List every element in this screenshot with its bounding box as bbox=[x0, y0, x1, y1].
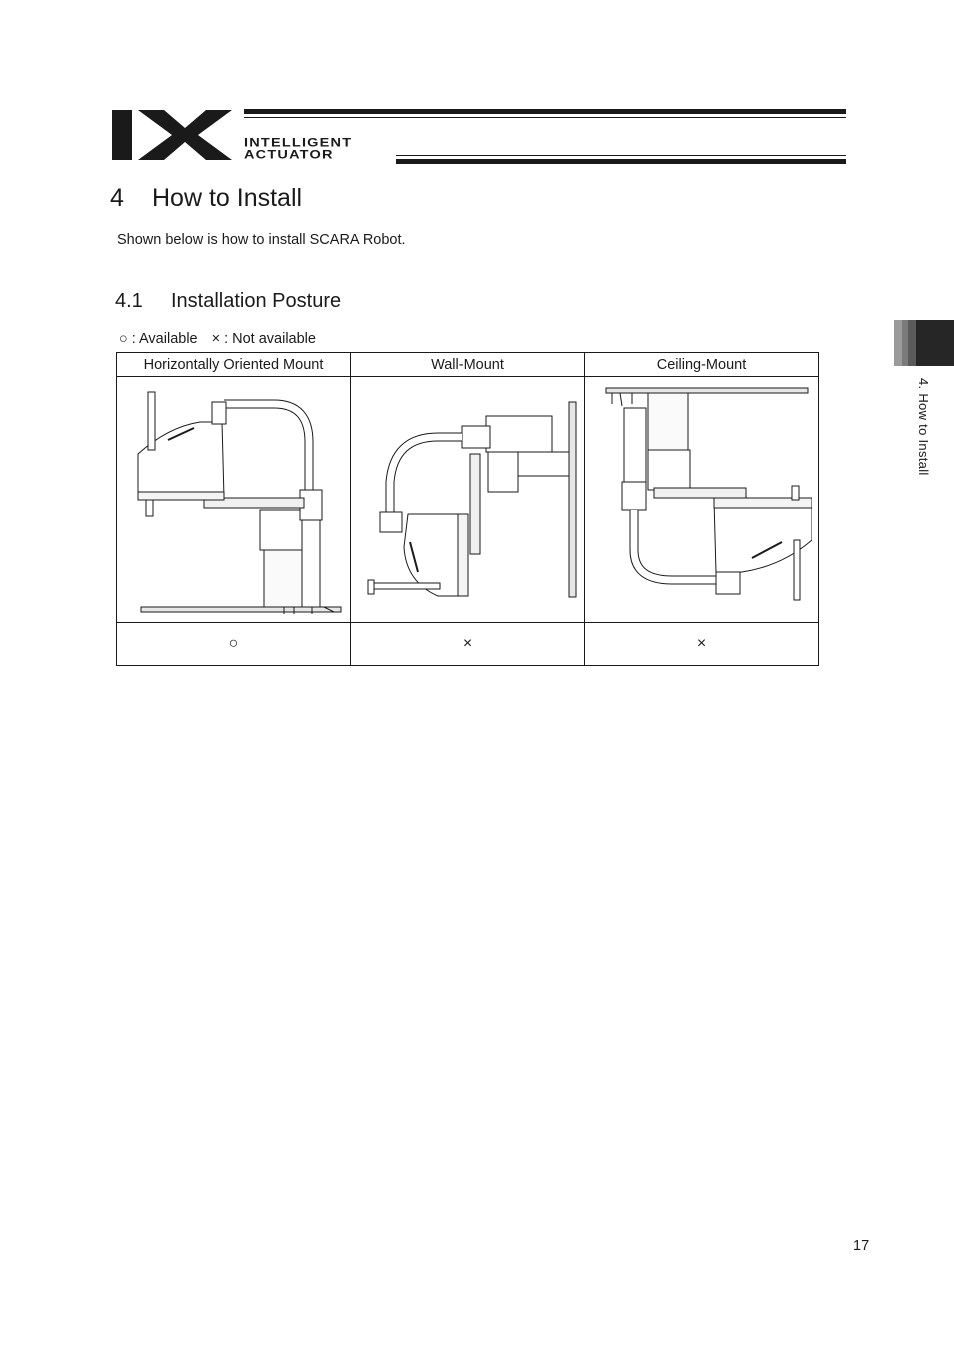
available-label: : Available bbox=[131, 331, 198, 347]
intro-text: Shown below is how to install SCARA Robot. bbox=[117, 232, 406, 248]
header-ceiling-mount: Ceiling-Mount bbox=[585, 353, 819, 377]
wall-mount-illustration bbox=[358, 382, 578, 617]
installation-posture-table bbox=[116, 352, 819, 666]
section-title-text: How to Install bbox=[152, 184, 303, 212]
illustration-row bbox=[117, 377, 819, 623]
availability-row bbox=[117, 623, 819, 666]
subsection-title bbox=[115, 290, 341, 313]
logo-wordmark bbox=[244, 138, 352, 162]
horizontal-mount-illustration bbox=[124, 382, 344, 617]
unavailable-symbol: × bbox=[211, 331, 221, 347]
subsection-title-text: Installation Posture bbox=[171, 290, 342, 312]
header-row bbox=[117, 353, 819, 377]
wall-mount-availability: × bbox=[351, 623, 585, 666]
page-number: 17 bbox=[853, 1238, 870, 1254]
header-rule-top-thin bbox=[244, 117, 846, 118]
section-title bbox=[110, 184, 302, 213]
header-rule-top-thick bbox=[244, 109, 846, 114]
horizontal-mount-cell bbox=[117, 377, 351, 623]
ix-logo bbox=[112, 108, 232, 162]
ceiling-mount-cell bbox=[585, 377, 819, 623]
wall-mount-cell bbox=[351, 377, 585, 623]
header-horizontal-mount: Horizontally Oriented Mount bbox=[117, 353, 351, 377]
logo-line-1: INTELLIGENT bbox=[244, 136, 353, 150]
section-number: 4 bbox=[110, 184, 124, 212]
logo-line-2: ACTUATOR bbox=[244, 148, 334, 162]
ceiling-mount-illustration bbox=[592, 382, 812, 617]
header-rule-bottom-thin bbox=[396, 155, 846, 156]
legend bbox=[119, 331, 316, 347]
header-wall-mount: Wall-Mount bbox=[351, 353, 585, 377]
subsection-number: 4.1 bbox=[115, 290, 143, 312]
unavailable-label: : Not available bbox=[224, 331, 316, 347]
horizontal-mount-availability: ○ bbox=[117, 623, 351, 666]
chapter-tab bbox=[894, 320, 954, 366]
chapter-side-label: 4. How to Install bbox=[916, 378, 931, 476]
header-rule-bottom-thick bbox=[396, 159, 846, 164]
ceiling-mount-availability: × bbox=[585, 623, 819, 666]
available-symbol: ○ bbox=[119, 331, 128, 347]
